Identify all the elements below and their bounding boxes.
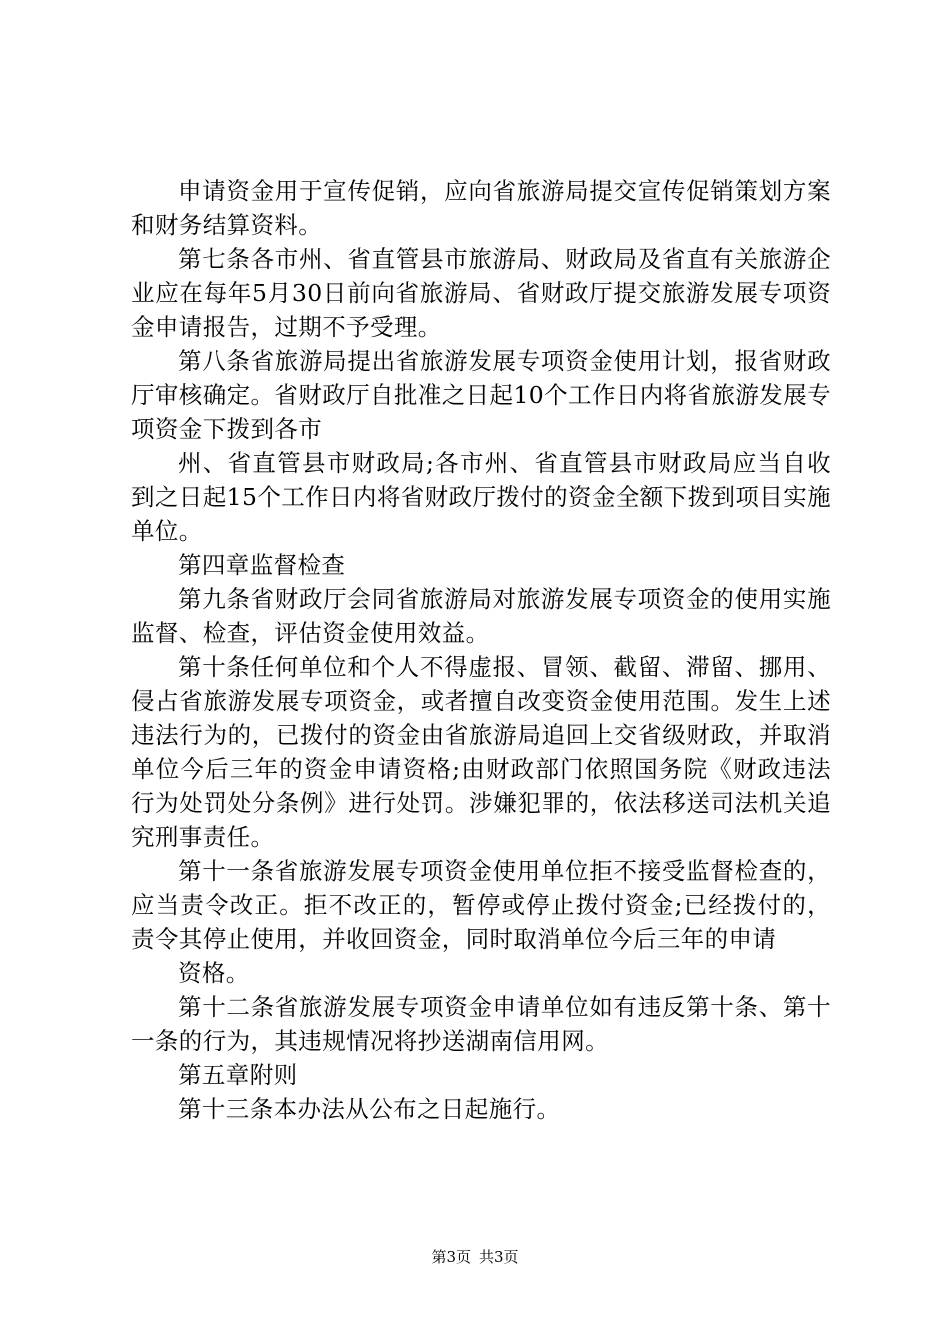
paragraph: 第十条任何单位和个人不得虚报、冒领、截留、滞留、挪用、侵占省旅游发展专项资金，或者擅自改变资金使用范围。发生上述违法行为的，已拨付的资金由省旅游局追回上交省级财政，并取消单位今后三年的资金申请资格;由财政部门依照国务院《财政违法行为处罚处分条例》进行处罚。涉嫌犯罪的，依法移送司法机关追究刑事责任。 (131, 653, 831, 851)
paragraph: 第十三条本办法从公布之日起施行。 (178, 1095, 561, 1123)
paragraph: 第八条省旅游局提出省旅游发展专项资金使用计划，报省财政厅审核确定。省财政厅自批准之日起10个工作日内将省旅游发展专项资金下拨到各市 (131, 347, 831, 443)
document-body (131, 174, 831, 1126)
paragraph: 第九条省财政厅会同省旅游局对旅游发展专项资金的使用实施监督、检查，评估资金使用效益。 (131, 585, 831, 647)
chapter-heading: 第五章附则 (178, 1061, 298, 1089)
paragraph: 州、省直管县市财政局;各市州、省直管县市财政局应当自收到之日起15个工作日内将省财政厅拨付的资金全额下拨到项目实施单位。 (131, 449, 831, 545)
paragraph: 资格。 (178, 959, 250, 987)
paragraph: 申请资金用于宣传促销，应向省旅游局提交宣传促销策划方案和财务结算资料。 (131, 177, 831, 239)
chapter-heading: 第四章监督检查 (178, 551, 346, 579)
page-footer (0, 1247, 950, 1267)
paragraph: 第十二条省旅游发展专项资金申请单位如有违反第十条、第十一条的行为，其违规情况将抄送湖南信用网。 (131, 993, 831, 1055)
page-total: 共3页 (479, 1248, 519, 1266)
page-number: 第3页 (431, 1248, 471, 1266)
paragraph: 第七条各市州、省直管县市旅游局、财政局及省直有关旅游企业应在每年5月30日前向省旅游局、省财政厅提交旅游发展专项资金申请报告，过期不予受理。 (131, 245, 831, 341)
paragraph: 第十一条省旅游发展专项资金使用单位拒不接受监督检查的，应当责令改正。拒不改正的，暂停或停止拨付资金;已经拨付的，责令其停止使用，并收回资金，同时取消单位今后三年的申请 (131, 857, 831, 953)
